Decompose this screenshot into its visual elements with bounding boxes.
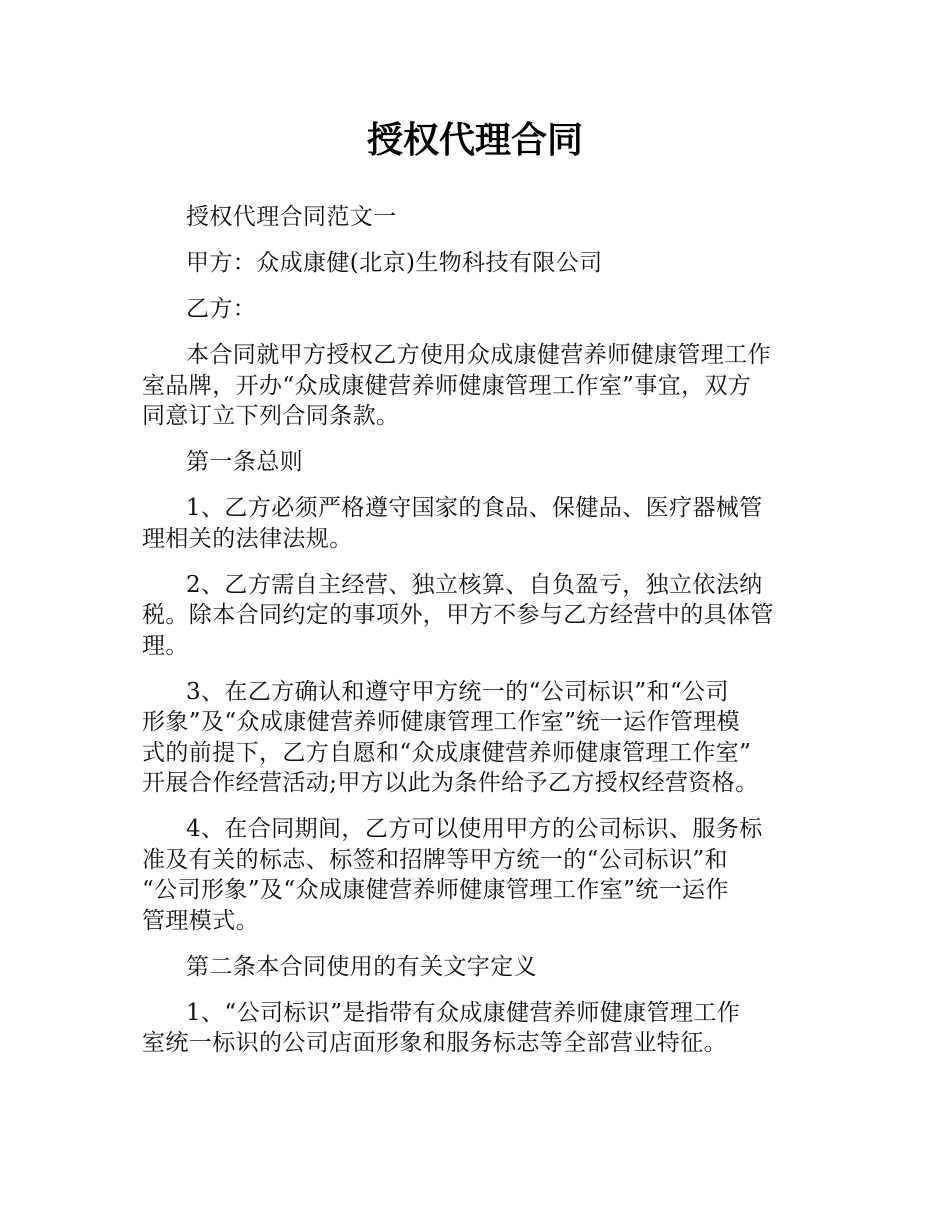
text-line: 1、乙方必须严格遵守国家的食品、保健品、医疗器械管 bbox=[186, 495, 763, 521]
text-line: 4、在合同期间，乙方可以使用甲方的公司标识、服务标 bbox=[186, 816, 763, 842]
text-line: 第二条本合同使用的有关文字定义 bbox=[186, 953, 537, 980]
document-body bbox=[142, 202, 812, 1074]
text-line: 准及有关的标志、标签和招牌等甲方统一的“公司标识”和 bbox=[142, 846, 728, 873]
section-heading-general bbox=[142, 447, 812, 478]
text-line: 税。除本合同约定的事项外，甲方不参与乙方经营中的具体管 bbox=[142, 602, 774, 628]
text-line: 第一条总则 bbox=[186, 449, 303, 475]
clause-1-1 bbox=[142, 493, 812, 554]
text-line: 室品牌，开办“众成康健营养师健康管理工作室”事宜，双方 bbox=[142, 372, 752, 399]
text-line: 授权代理合同范文一 bbox=[186, 204, 397, 230]
text-line: 理相关的法律法规。 bbox=[142, 525, 353, 552]
paragraph-party-b bbox=[142, 294, 812, 325]
clause-2-1 bbox=[142, 998, 812, 1059]
clause-1-4 bbox=[142, 814, 812, 936]
text-line: 同意订立下列合同条款。 bbox=[142, 403, 400, 429]
paragraph-party-a bbox=[142, 248, 812, 279]
clause-1-3 bbox=[142, 677, 812, 799]
text-line: 本合同就甲方授权乙方使用众成康健营养师健康管理工作 bbox=[186, 342, 771, 368]
text-line: 式的前提下，乙方自愿和“众成康健营养师健康管理工作室” bbox=[142, 739, 752, 766]
clause-1-2 bbox=[142, 570, 812, 662]
text-line: 3、在乙方确认和遵守甲方统一的“公司标识”和“公司 bbox=[186, 678, 729, 705]
section-heading-definitions bbox=[142, 952, 812, 983]
text-line: “公司形象”及“众成康健营养师健康管理工作室”统一运作 bbox=[142, 877, 729, 903]
paragraph-preamble bbox=[142, 340, 812, 432]
document-title: 授权代理合同 bbox=[366, 120, 583, 161]
text-line: 理。 bbox=[142, 632, 189, 659]
text-line: 2、乙方需自主经营、独立核算、自负盈亏，独立依法纳 bbox=[186, 571, 763, 598]
text-line: 形象”及“众成康健营养师健康管理工作室”统一运作管理模 bbox=[142, 709, 741, 735]
paragraph-heading-sample bbox=[142, 202, 812, 233]
text-line: 1、“公司标识”是指带有众成康健营养师健康管理工作 bbox=[186, 999, 741, 1026]
text-line: 开展合作经营活动;甲方以此为条件给予乙方授权经营资格。 bbox=[142, 770, 759, 796]
text-line: 乙方： bbox=[186, 296, 257, 322]
text-line: 管理模式。 bbox=[142, 907, 259, 934]
text-line: 室统一标识的公司店面形象和服务标志等全部营业特征。 bbox=[142, 1030, 727, 1056]
text-line: 甲方：众成康健(北京)生物科技有限公司 bbox=[186, 250, 603, 276]
